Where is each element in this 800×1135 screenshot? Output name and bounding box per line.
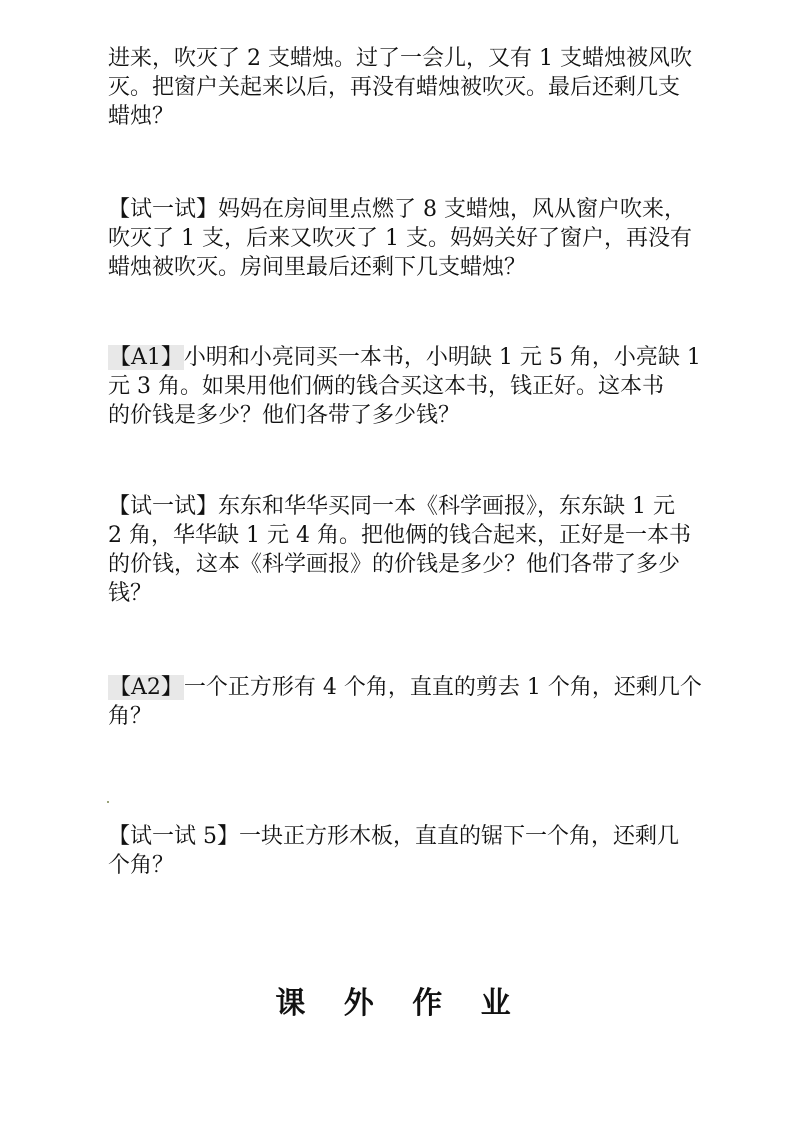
problem-tag-a2: 【A2】 <box>109 675 183 700</box>
text-line: 吹灭了 1 支，后来又吹灭了 1 支。妈妈关好了窗户，再没有 <box>108 226 692 251</box>
text-line: 【试一试】妈妈在房间里点燃了 8 支蜡烛，风从窗户吹来， <box>108 197 686 222</box>
exercise-5-square-board <box>108 822 708 880</box>
text-line <box>108 343 708 372</box>
text-line: 钱？ <box>108 581 153 606</box>
text-line: 个角？ <box>108 853 175 878</box>
section-heading-homework: 课 外 作 业 <box>275 986 525 1021</box>
text-line: 元 3 角。如果用他们俩的钱合买这本书，钱正好。这本书 <box>108 374 664 399</box>
text-fragment: 小明和小亮同买一本书，小明缺 1 元 5 角，小亮缺 1 <box>183 345 701 370</box>
text-line: 进来，吹灭了 2 支蜡烛。过了一会儿，又有 1 支蜡烛被风吹 <box>108 46 692 71</box>
text-line: 灭。把窗户关起来以后，再没有蜡烛被吹灭。最后还剩几支 <box>108 75 681 100</box>
text-line: 角？ <box>108 704 153 729</box>
exercise-candles <box>108 195 708 282</box>
text-line: 的价钱，这本《科学画报》的价钱是多少？他们各带了多少 <box>108 552 681 577</box>
text-line: 【试一试】东东和华华买同一本《科学画报》，东东缺 1 元 <box>108 494 675 519</box>
text-line: 【试一试 5】一块正方形木板，直直的锯下一个角，还剩几 <box>108 824 679 849</box>
stray-mark <box>107 801 109 803</box>
text-line: 蜡烛被吹灭。房间里最后还剩下几支蜡烛？ <box>108 255 527 280</box>
problem-a2-square-corners <box>108 673 708 731</box>
exercise-science-magazine <box>108 492 708 608</box>
problem-candles-continued <box>108 44 708 131</box>
text-line <box>108 673 708 702</box>
text-line: 2 角，华华缺 1 元 4 角。把他俩的钱合起来，正好是一本书 <box>108 523 691 548</box>
problem-tag-a1: 【A1】 <box>109 345 183 370</box>
text-line: 蜡烛？ <box>108 104 175 129</box>
problem-a1-book-price <box>108 343 708 430</box>
text-line: 的价钱是多少？他们各带了多少钱？ <box>108 403 461 428</box>
text-fragment: 一个正方形有 4 个角，直直的剪去 1 个角，还剩几个 <box>183 675 702 700</box>
